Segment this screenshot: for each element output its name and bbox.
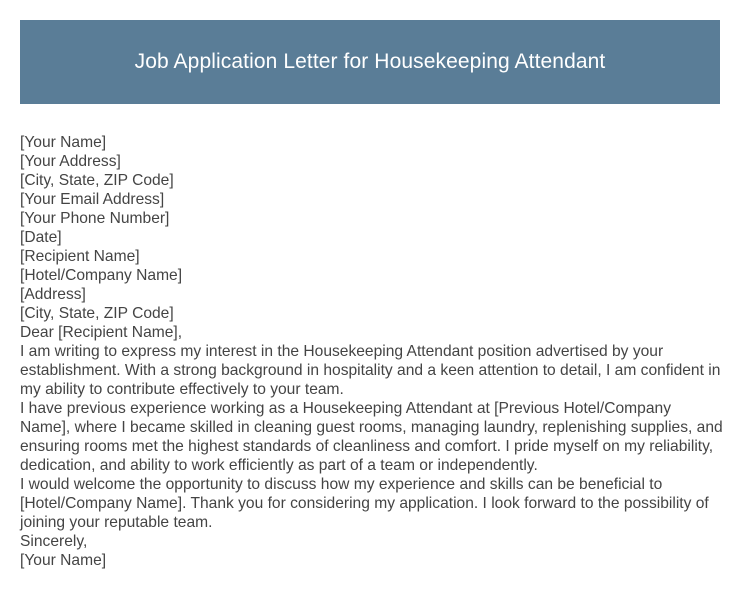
sender-address: [Your Address] xyxy=(20,153,121,170)
sender-city-state-zip: [City, State, ZIP Code] xyxy=(20,172,174,189)
sender-email: [Your Email Address] xyxy=(20,191,165,208)
paragraph-closing: I would welcome the opportunity to discuss how my experience and skills can be beneficial to [Hotel/Company Name]. Thank you for considering my application. I look forward to the possibility of joining your reputable team. xyxy=(20,476,709,531)
letter-body xyxy=(20,133,724,570)
salutation: Dear [Recipient Name], xyxy=(20,324,183,341)
signature-name: [Your Name] xyxy=(20,552,107,569)
recipient-address: [Address] xyxy=(20,286,86,303)
page-title: Job Application Letter for Housekeeping Attendant xyxy=(134,50,606,73)
closing: Sincerely, xyxy=(20,533,88,550)
letter-date: [Date] xyxy=(20,229,62,246)
sender-name: [Your Name] xyxy=(20,134,107,151)
title-banner xyxy=(20,20,720,104)
paragraph-experience: I have previous experience working as a Housekeeping Attendant at [Previous Hotel/Company Name], where I became skilled in cleaning guest rooms, managing laundry, replenishing supplies, and ensuring rooms met the highest standards of cleanliness and comfort. I pride myself on my reliability, dedication, and ability to work efficiently as part of a team or independently. xyxy=(20,400,723,474)
sender-phone: [Your Phone Number] xyxy=(20,210,170,227)
recipient-name: [Recipient Name] xyxy=(20,248,140,265)
recipient-company: [Hotel/Company Name] xyxy=(20,267,183,284)
paragraph-interest: I am writing to express my interest in the Housekeeping Attendant position advertised by your establishment. With a strong background in hospitality and a keen attention to detail, I am confident in my ability to contribute effectively to your team. xyxy=(20,343,721,398)
recipient-city-state-zip: [City, State, ZIP Code] xyxy=(20,305,174,322)
